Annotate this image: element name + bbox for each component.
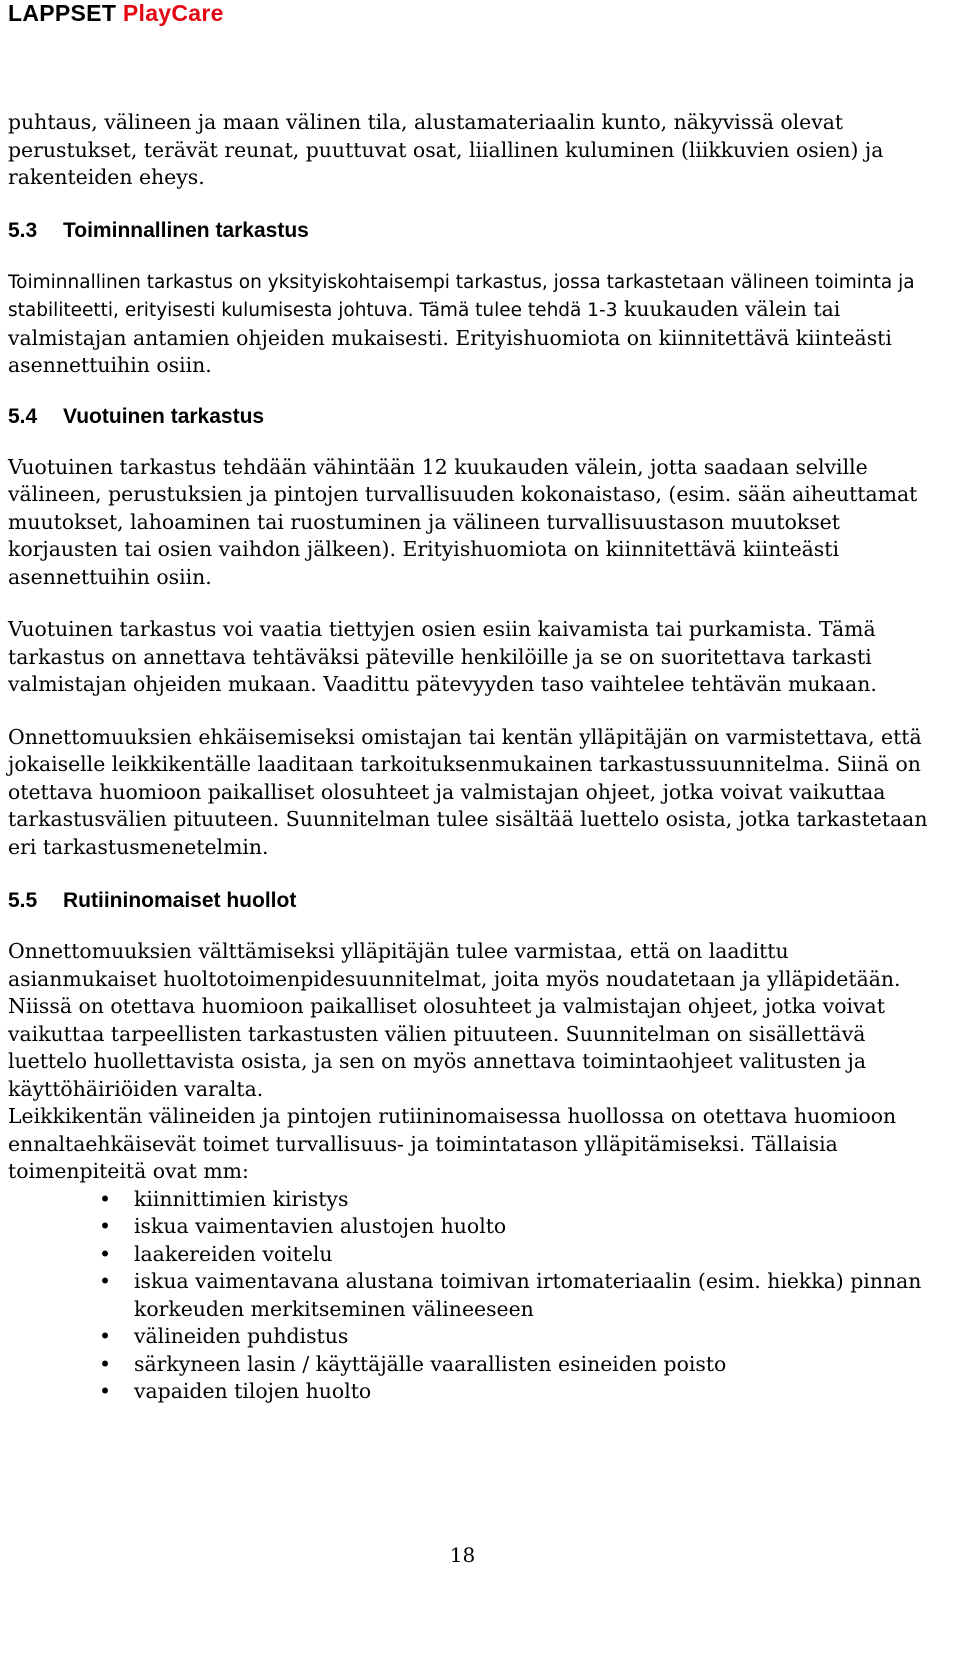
brand-name-playcare: PlayCare bbox=[122, 0, 224, 26]
list-item bbox=[8, 1213, 938, 1241]
intro-paragraph: puhtaus, välineen ja maan välinen tila, alustamateriaalin kunto, näkyvissä olevat perustukset, terävät reunat, puuttuvat osat, liiallinen kuluminen (liikkuvien osien) ja rakenteiden eheys. bbox=[8, 110, 884, 189]
list-item-text: iskua vaimentavana alustana toimivan irtomateriaalin (esim. hiekka) pinnan korkeuden merkitseminen välineeseen bbox=[134, 1269, 922, 1321]
section-number: 5.3 bbox=[8, 218, 38, 242]
section-5-3-text-serif: kuukauden välein tai valmistajan antamien ohjeiden mukaisesti. Erityishuomiota on kiinnitettävä kiinteästi asennettuihin osiin. bbox=[8, 297, 892, 377]
maintenance-list bbox=[8, 1186, 938, 1406]
section-5-4-paragraph-2: Vuotuinen tarkastus voi vaatia tiettyjen osien esiin kaivamista tai purkamista. Tämä tarkastus on annettava tehtäväksi päteville henkilöille ja se on suoritettava tarkasti valmistajan ohjeiden mukaan. Vaadittu pätevyyden taso vaihtelee tehtävän mukaan. bbox=[8, 617, 877, 696]
list-item bbox=[8, 1378, 938, 1406]
section-5-4-paragraph-3: Onnettomuuksien ehkäisemiseksi omistajan tai kentän ylläpitäjän on varmistettava, että jokaiselle leikkikentälle laaditaan tarkoituksenmukainen tarkastussuunnitelma. Siinä on otettava huomioon paikalliset olosuhteet ja valmistajan ohjeet, jotka voivat vaikuttaa tarkastusvälien pituuteen. Suunnitelman tulee sisältää luettelo osista, jotka tarkastetaan eri tarkastusmenetelmin. bbox=[8, 724, 928, 859]
section-number: 5.4 bbox=[8, 404, 38, 428]
section-5-3-paragraph bbox=[8, 268, 938, 380]
section-5-5-heading bbox=[8, 887, 938, 914]
section-number: 5.5 bbox=[8, 889, 38, 912]
section-5-3-text-sans: Toiminnallinen tarkastus on yksityiskohtaisempi tarkastus, jossa tarkastetaan välineen toiminta ja stabiliteetti, erityisesti kulumisesta johtuva. Tämä tulee tehdä 1-3 bbox=[8, 271, 915, 321]
list-item bbox=[8, 1323, 938, 1351]
bullet: • bbox=[99, 1214, 112, 1238]
bullet: • bbox=[99, 1324, 112, 1348]
list-item-text: laakereiden voitelu bbox=[134, 1241, 333, 1266]
section-5-3-heading bbox=[8, 217, 938, 244]
section-title: Rutiininomaiset huollot bbox=[63, 889, 297, 912]
list-item-text: vapaiden tilojen huolto bbox=[134, 1379, 372, 1403]
bullet: • bbox=[99, 1379, 112, 1403]
section-5-5-paragraph-2: Leikkikentän välineiden ja pintojen rutiininomaisessa huollossa on otettava huomioon ennaltaehkäisevät toimet turvallisuus- ja toimintatason ylläpitämiseksi. Tällaisia toimenpiteitä ovat mm: bbox=[8, 1104, 897, 1183]
brand-logo bbox=[8, 0, 224, 27]
list-item bbox=[8, 1186, 938, 1214]
section-title: Vuotuinen tarkastus bbox=[63, 404, 265, 428]
bullet: • bbox=[99, 1186, 112, 1211]
section-5-4-paragraph-1: Vuotuinen tarkastus tehdään vähintään 12 kuukauden välein, jotta saadaan selville välineen, perustuksien ja pintojen turvallisuuden kokonaistaso, (esim. sään aiheuttamat muutokset, lahoaminen tai ruostuminen ja välineen turvallisuustason muutokset korjausten tai osien vaihdon jälkeen). Erityishuomiota on kiinnitettävä kiinteästi asennettuihin osiin. bbox=[8, 454, 918, 589]
page-number: 18 bbox=[449, 1543, 476, 1567]
list-item bbox=[8, 1351, 938, 1379]
list-item-text: särkyneen lasin / käyttäjälle vaarallisten esineiden poisto bbox=[134, 1351, 727, 1376]
section-title: Toiminnallinen tarkastus bbox=[63, 218, 309, 242]
list-item-text: välineiden puhdistus bbox=[134, 1324, 349, 1348]
list-item-text: iskua vaimentavien alustojen huolto bbox=[134, 1214, 507, 1238]
list-item bbox=[8, 1268, 938, 1323]
bullet: • bbox=[99, 1269, 112, 1293]
list-item bbox=[8, 1241, 938, 1269]
section-5-4-heading bbox=[8, 403, 938, 430]
bullet: • bbox=[99, 1351, 112, 1376]
section-5-5-paragraph-1: Onnettomuuksien välttämiseksi ylläpitäjän tulee varmistaa, että on laadittu asianmukaiset huoltotoimenpidesuunnitelmat, joita myös noudatetaan ja ylläpidetään. Niissä on otettava huomioon paikalliset olosuhteet ja valmistajan ohjeet, jotka voivat vaikuttaa tarpeellisten tarkastusten välien pituuteen. Suunnitelman on sisällettävä luettelo huollettavista osista, ja sen on myös annettava toimintaohjeet valitusten ja käyttöhäiriöiden varalta. bbox=[8, 939, 901, 1101]
bullet: • bbox=[99, 1241, 112, 1266]
document-body bbox=[8, 109, 938, 1406]
list-item-text: kiinnittimien kiristys bbox=[134, 1186, 349, 1211]
brand-name-lappset: LAPPSET bbox=[8, 0, 117, 26]
